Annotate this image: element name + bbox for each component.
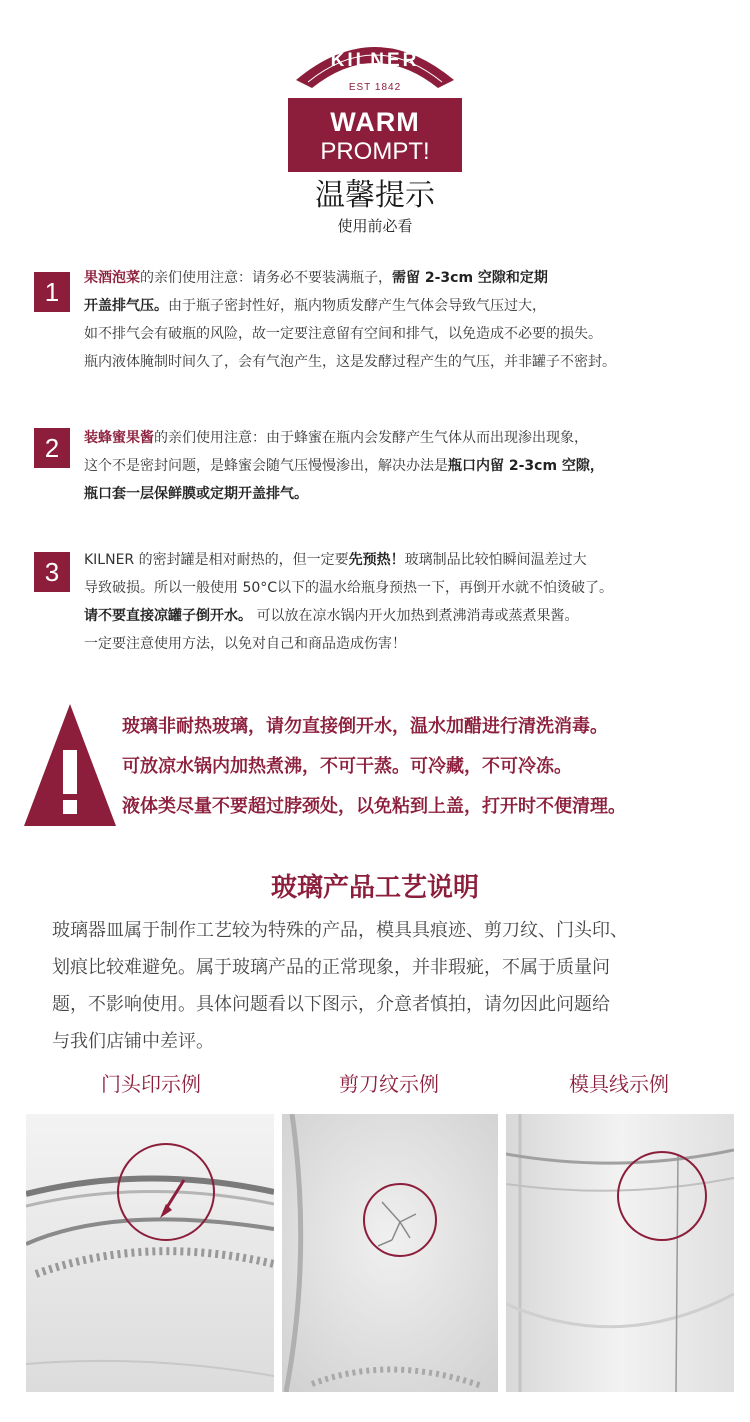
notice-number-3: 3 — [34, 552, 70, 592]
warning-line-1: 玻璃非耐热玻璃，请勿直接倒开水，温水加醋进行清洗消毒。 — [122, 716, 608, 737]
kilner-logo — [288, 32, 462, 98]
notice-number-2: 2 — [34, 428, 70, 468]
notice-2-text: 的亲们使用注意：由于蜂蜜在瓶内会发酵产生气体从而出现渗出现象， — [154, 430, 588, 446]
warm-label: WARM — [330, 107, 420, 137]
logo-est: EST 1842 — [348, 82, 402, 93]
warm-prompt-banner — [288, 98, 462, 172]
prompt-label: PROMPT! — [320, 138, 430, 165]
page-title: 温馨提示 — [315, 178, 435, 213]
notice-1-emphasis-2: 开盖排气压。 — [84, 298, 168, 314]
notice-3-text-2: 玻璃制品比较怕瞬间温差过大 — [404, 552, 587, 568]
craft-line-2: 划痕比较难避免。属于玻璃产品的正常现象，并非瑕疵，不属于质量问 — [52, 957, 610, 978]
warning-line-3: 液体类尽量不要超过脖颈处，以免粘到上盖，打开时不便清理。 — [122, 796, 626, 817]
craft-description — [52, 912, 732, 1060]
notice-1-text-2: 由于瓶子密封性好，瓶内物质发酵产生气体会导致气压过大， — [168, 298, 546, 314]
example-photo-gate-mark — [26, 1114, 274, 1392]
notice-3-line-2: 导致破损。所以一般使用 50°C以下的温水给瓶身预热一下，再倒开水就不怕烫破了。 — [84, 580, 614, 596]
craft-line-1: 玻璃器皿属于制作工艺较为特殊的产品，模具具痕迹、剪刀纹、门头印、 — [52, 920, 628, 941]
notice-number-1: 1 — [34, 272, 70, 312]
notice-1-line-3: 如不排气会有破瓶的风险，故一定要注意留有空间和排气，以免造成不必要的损失。 — [84, 326, 602, 342]
notice-2-line-1 — [84, 424, 734, 452]
craft-title: 玻璃产品工艺说明 — [270, 873, 479, 903]
notice-3-line-4: 一定要注意使用方法，以免对自己和商品造成伤害！ — [84, 636, 406, 652]
notice-2-line-2 — [84, 452, 734, 480]
notice-1 — [84, 264, 734, 376]
example-caption-mold-line: 模具线示例 — [569, 1072, 669, 1096]
notice-1-emphasis: 需留 2-3cm 空隙和定期 — [392, 270, 548, 286]
notice-3-text: KILNER 的密封罐是相对耐热的，但一定要 — [84, 552, 349, 568]
notice-2 — [84, 424, 734, 508]
craft-line-4: 与我们店铺中差评。 — [52, 1031, 214, 1052]
notice-2-line-3: 瓶口套一层保鲜膜或定期开盖排气。 — [84, 486, 308, 502]
warning-line-2: 可放凉水锅内加热煮沸，不可干蒸。可冷藏，不可冷冻。 — [122, 756, 572, 777]
notice-1-keyword: 果酒泡菜 — [84, 270, 140, 286]
warning-icon — [24, 704, 116, 826]
example-photo-shear-mark — [282, 1114, 498, 1392]
page-subtitle: 使用前必看 — [337, 217, 413, 235]
notice-3-emphasis: 先预热！ — [348, 552, 405, 568]
logo-brand: KILNER — [330, 50, 420, 71]
notice-1-line-1 — [84, 264, 734, 292]
craft-line-3: 题，不影响使用。具体问题看以下图示，介意者慎拍，请勿因此问题给 — [52, 994, 610, 1015]
notice-3-emphasis-2: 请不要直接凉罐子倒开水。 — [84, 608, 252, 624]
notice-3 — [84, 546, 734, 658]
notice-3-line-1 — [84, 546, 734, 574]
notice-3-line-3 — [84, 602, 734, 630]
notice-1-line-4: 瓶内液体腌制时间久了，会有气泡产生，这是发酵过程产生的气压，并非罐子不密封。 — [84, 354, 616, 370]
example-caption-shear-mark: 剪刀纹示例 — [339, 1072, 439, 1096]
notice-1-text: 的亲们使用注意：请务必不要装满瓶子， — [140, 270, 392, 286]
example-photo-mold-line — [506, 1114, 734, 1392]
notice-2-text-2: 这个不是密封问题，是蜂蜜会随气压慢慢渗出，解决办法是 — [84, 458, 448, 474]
notice-1-line-2 — [84, 292, 734, 320]
notice-3-text-3: 可以放在凉水锅内开火加热到煮沸消毒或蒸煮果酱。 — [252, 608, 579, 624]
notice-2-emphasis: 瓶口内留 2-3cm 空隙， — [448, 458, 604, 474]
notice-2-keyword: 装蜂蜜果酱 — [84, 430, 154, 446]
example-caption-gate-mark: 门头印示例 — [101, 1072, 201, 1096]
kilner-logo-arch — [288, 32, 462, 98]
